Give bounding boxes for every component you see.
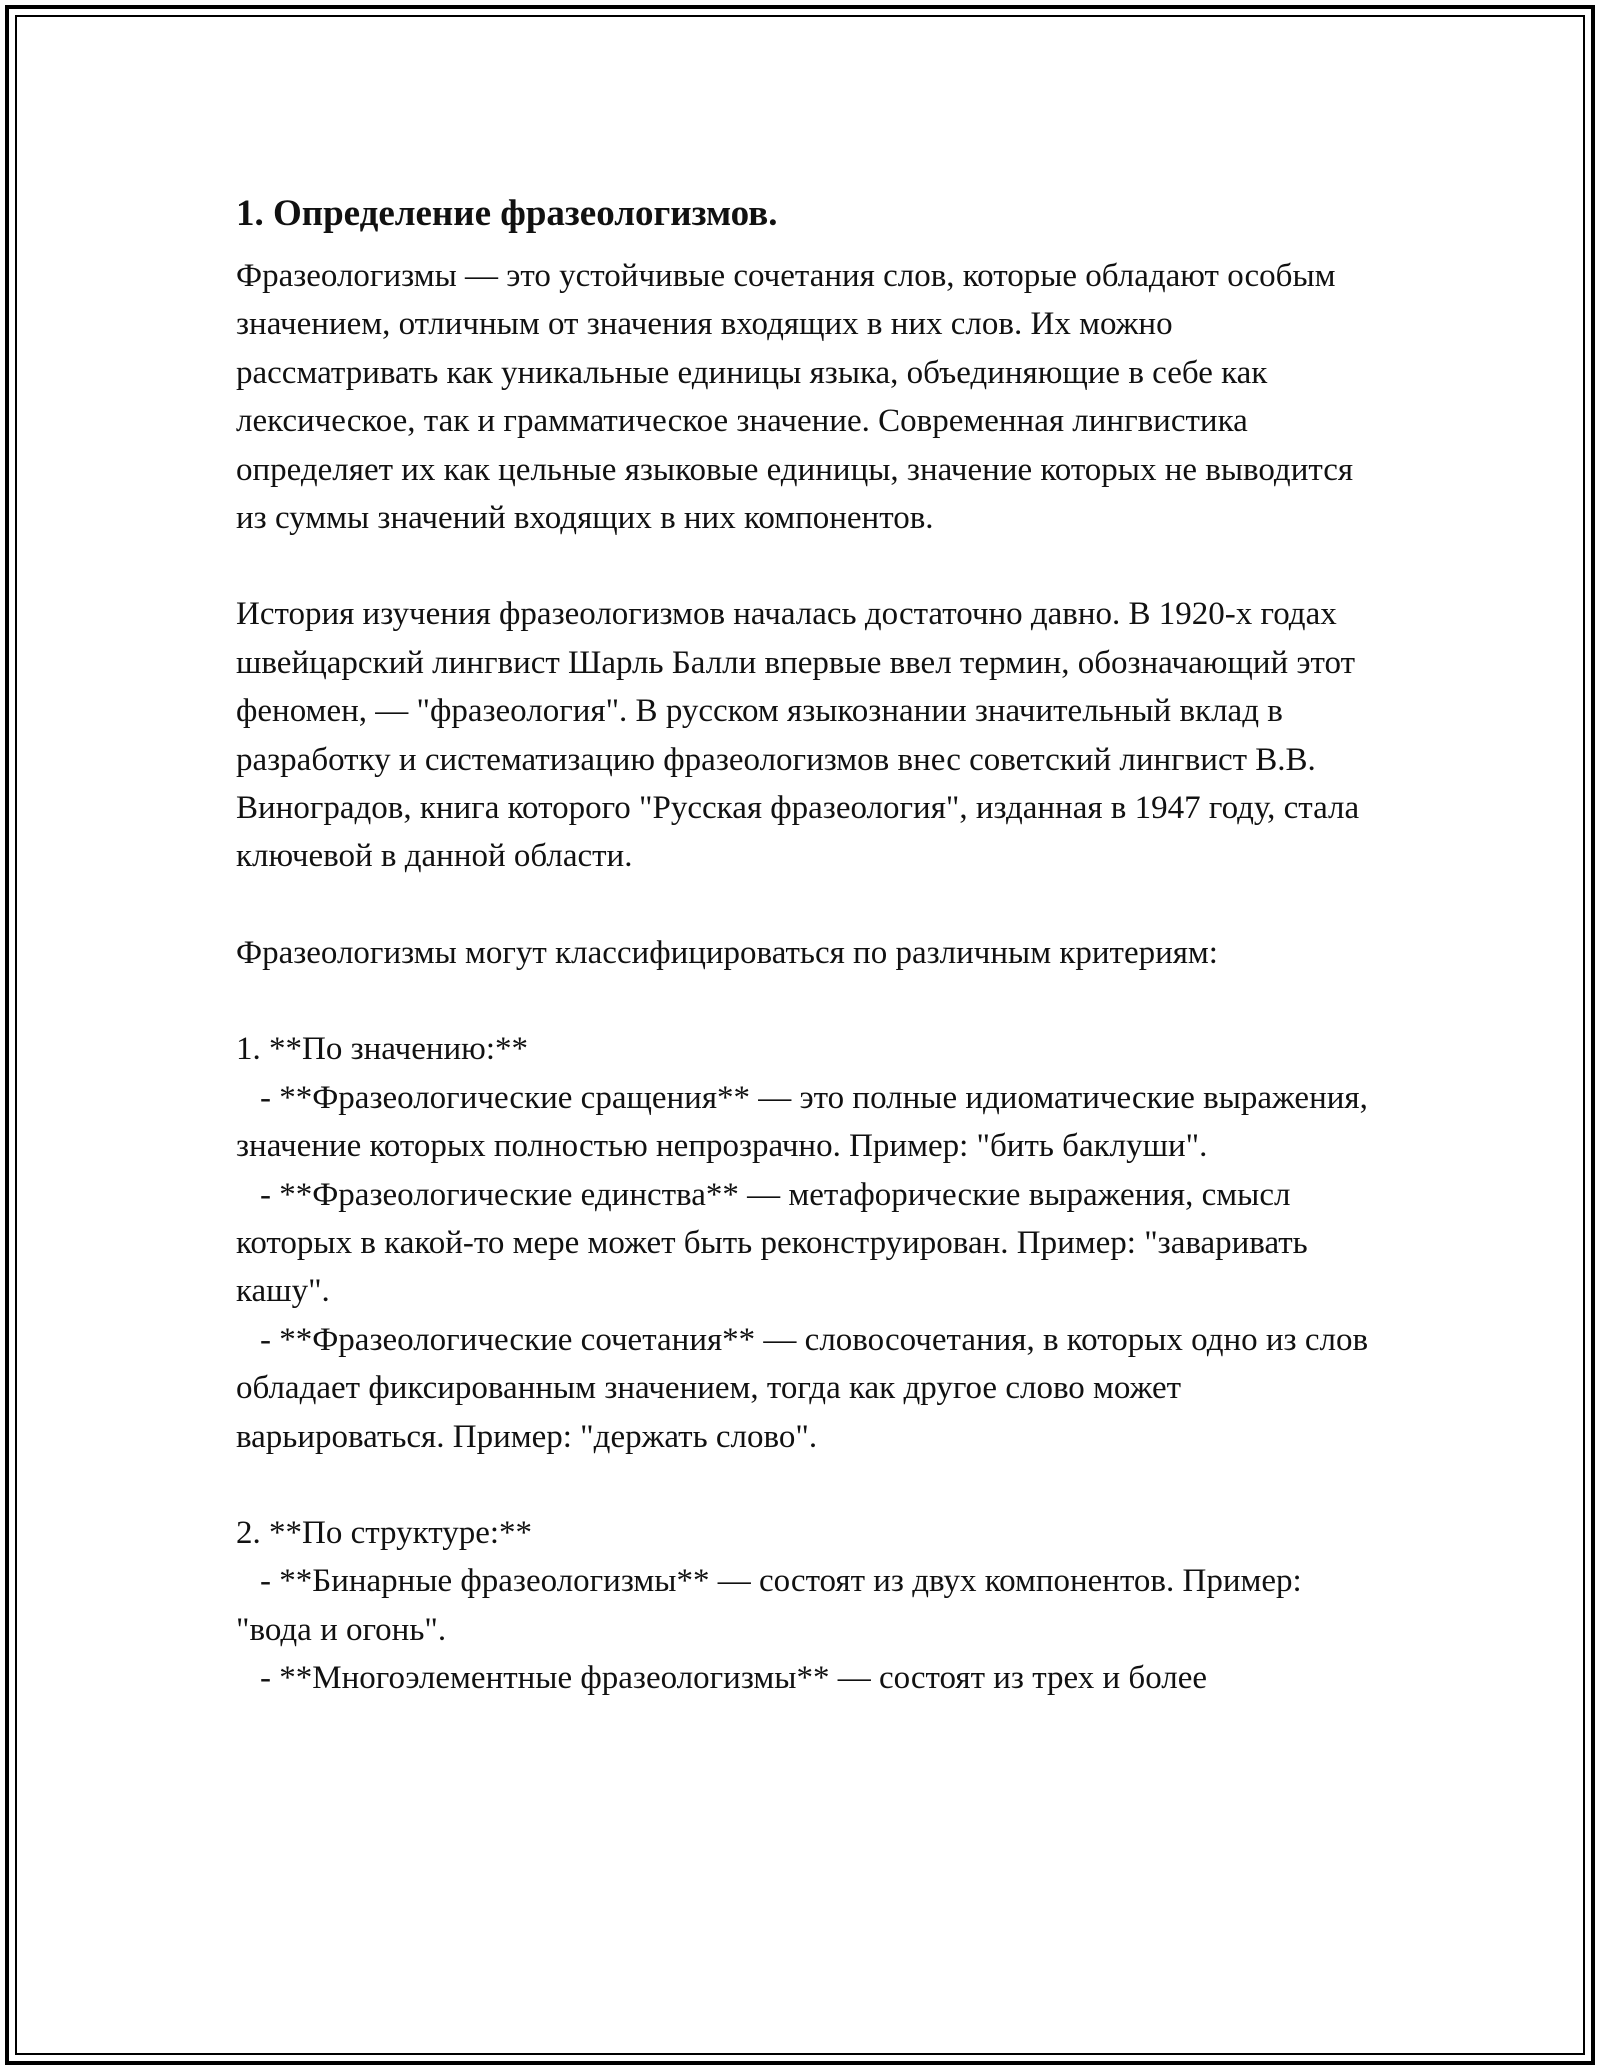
list-item: - **Бинарные фразеологизмы** — состоят из двух компонентов. Пример: "вода и огонь". <box>236 1563 1310 1648</box>
paragraph-gap <box>236 1461 1376 1509</box>
paragraph-classification-intro: Фразеологизмы могут классифицироваться по различным критериям: <box>236 934 1218 971</box>
paragraph-definition: Фразеологизмы — это устойчивые сочетания слов, которые обладают особым значением, отличным от значения входящих в них слов. Их можно рассматривать как уникальные единицы языка, объединяющие в себе как лексическое, так и грамматическое значение. Современная лингвистика определяет их как цельные языковые единицы, значение которых не выводится из суммы значений входящих в них компонентов. <box>236 258 1354 537</box>
list-item: - **Многоэлементные фразеологизмы** — состоят из трех и более <box>260 1660 1208 1697</box>
paragraph-history: История изучения фразеологизмов началась достаточно давно. В 1920-х годах швейцарский лингвист Шарль Балли впервые ввел термин, обозначающий этот феномен, — "фразеология". В русском языкознании значительный вклад в разработку и систематизацию фразеологизмов внес советский лингвист В.В. Виноградов, книга которого "Русская фразеология", изданная в 1947 году, стала ключевой в данной области. <box>236 596 1360 875</box>
list-item: - **Фразеологические сращения** — это полные идиоматические выражения, значение которых полностью непрозрачно. Пример: "бить баклуши". <box>236 1079 1377 1165</box>
document-page <box>236 186 1376 1703</box>
list-heading: 2. **По структуре:** <box>236 1514 533 1551</box>
classification-group-meaning <box>236 1025 1376 1461</box>
list-item: - **Фразеологические единства** — метафорические выражения, смысл которых в какой-то мере может быть реконструирован. Пример: "заваривать кашу". <box>236 1176 1316 1310</box>
list-heading: 1. **По значению:** <box>236 1031 528 1068</box>
section-title: 1. Определение фразеологизмов. <box>236 193 778 234</box>
paragraph-gap <box>236 542 1376 590</box>
list-item: - **Фразеологические сочетания** — словосочетания, в которых одно из слов обладает фиксированным значением, тогда как другое слово может варьироваться. Пример: "держать слово". <box>236 1321 1377 1455</box>
paragraph-gap <box>236 881 1376 929</box>
paragraph-gap <box>236 977 1376 1025</box>
classification-group-structure <box>236 1509 1376 1703</box>
